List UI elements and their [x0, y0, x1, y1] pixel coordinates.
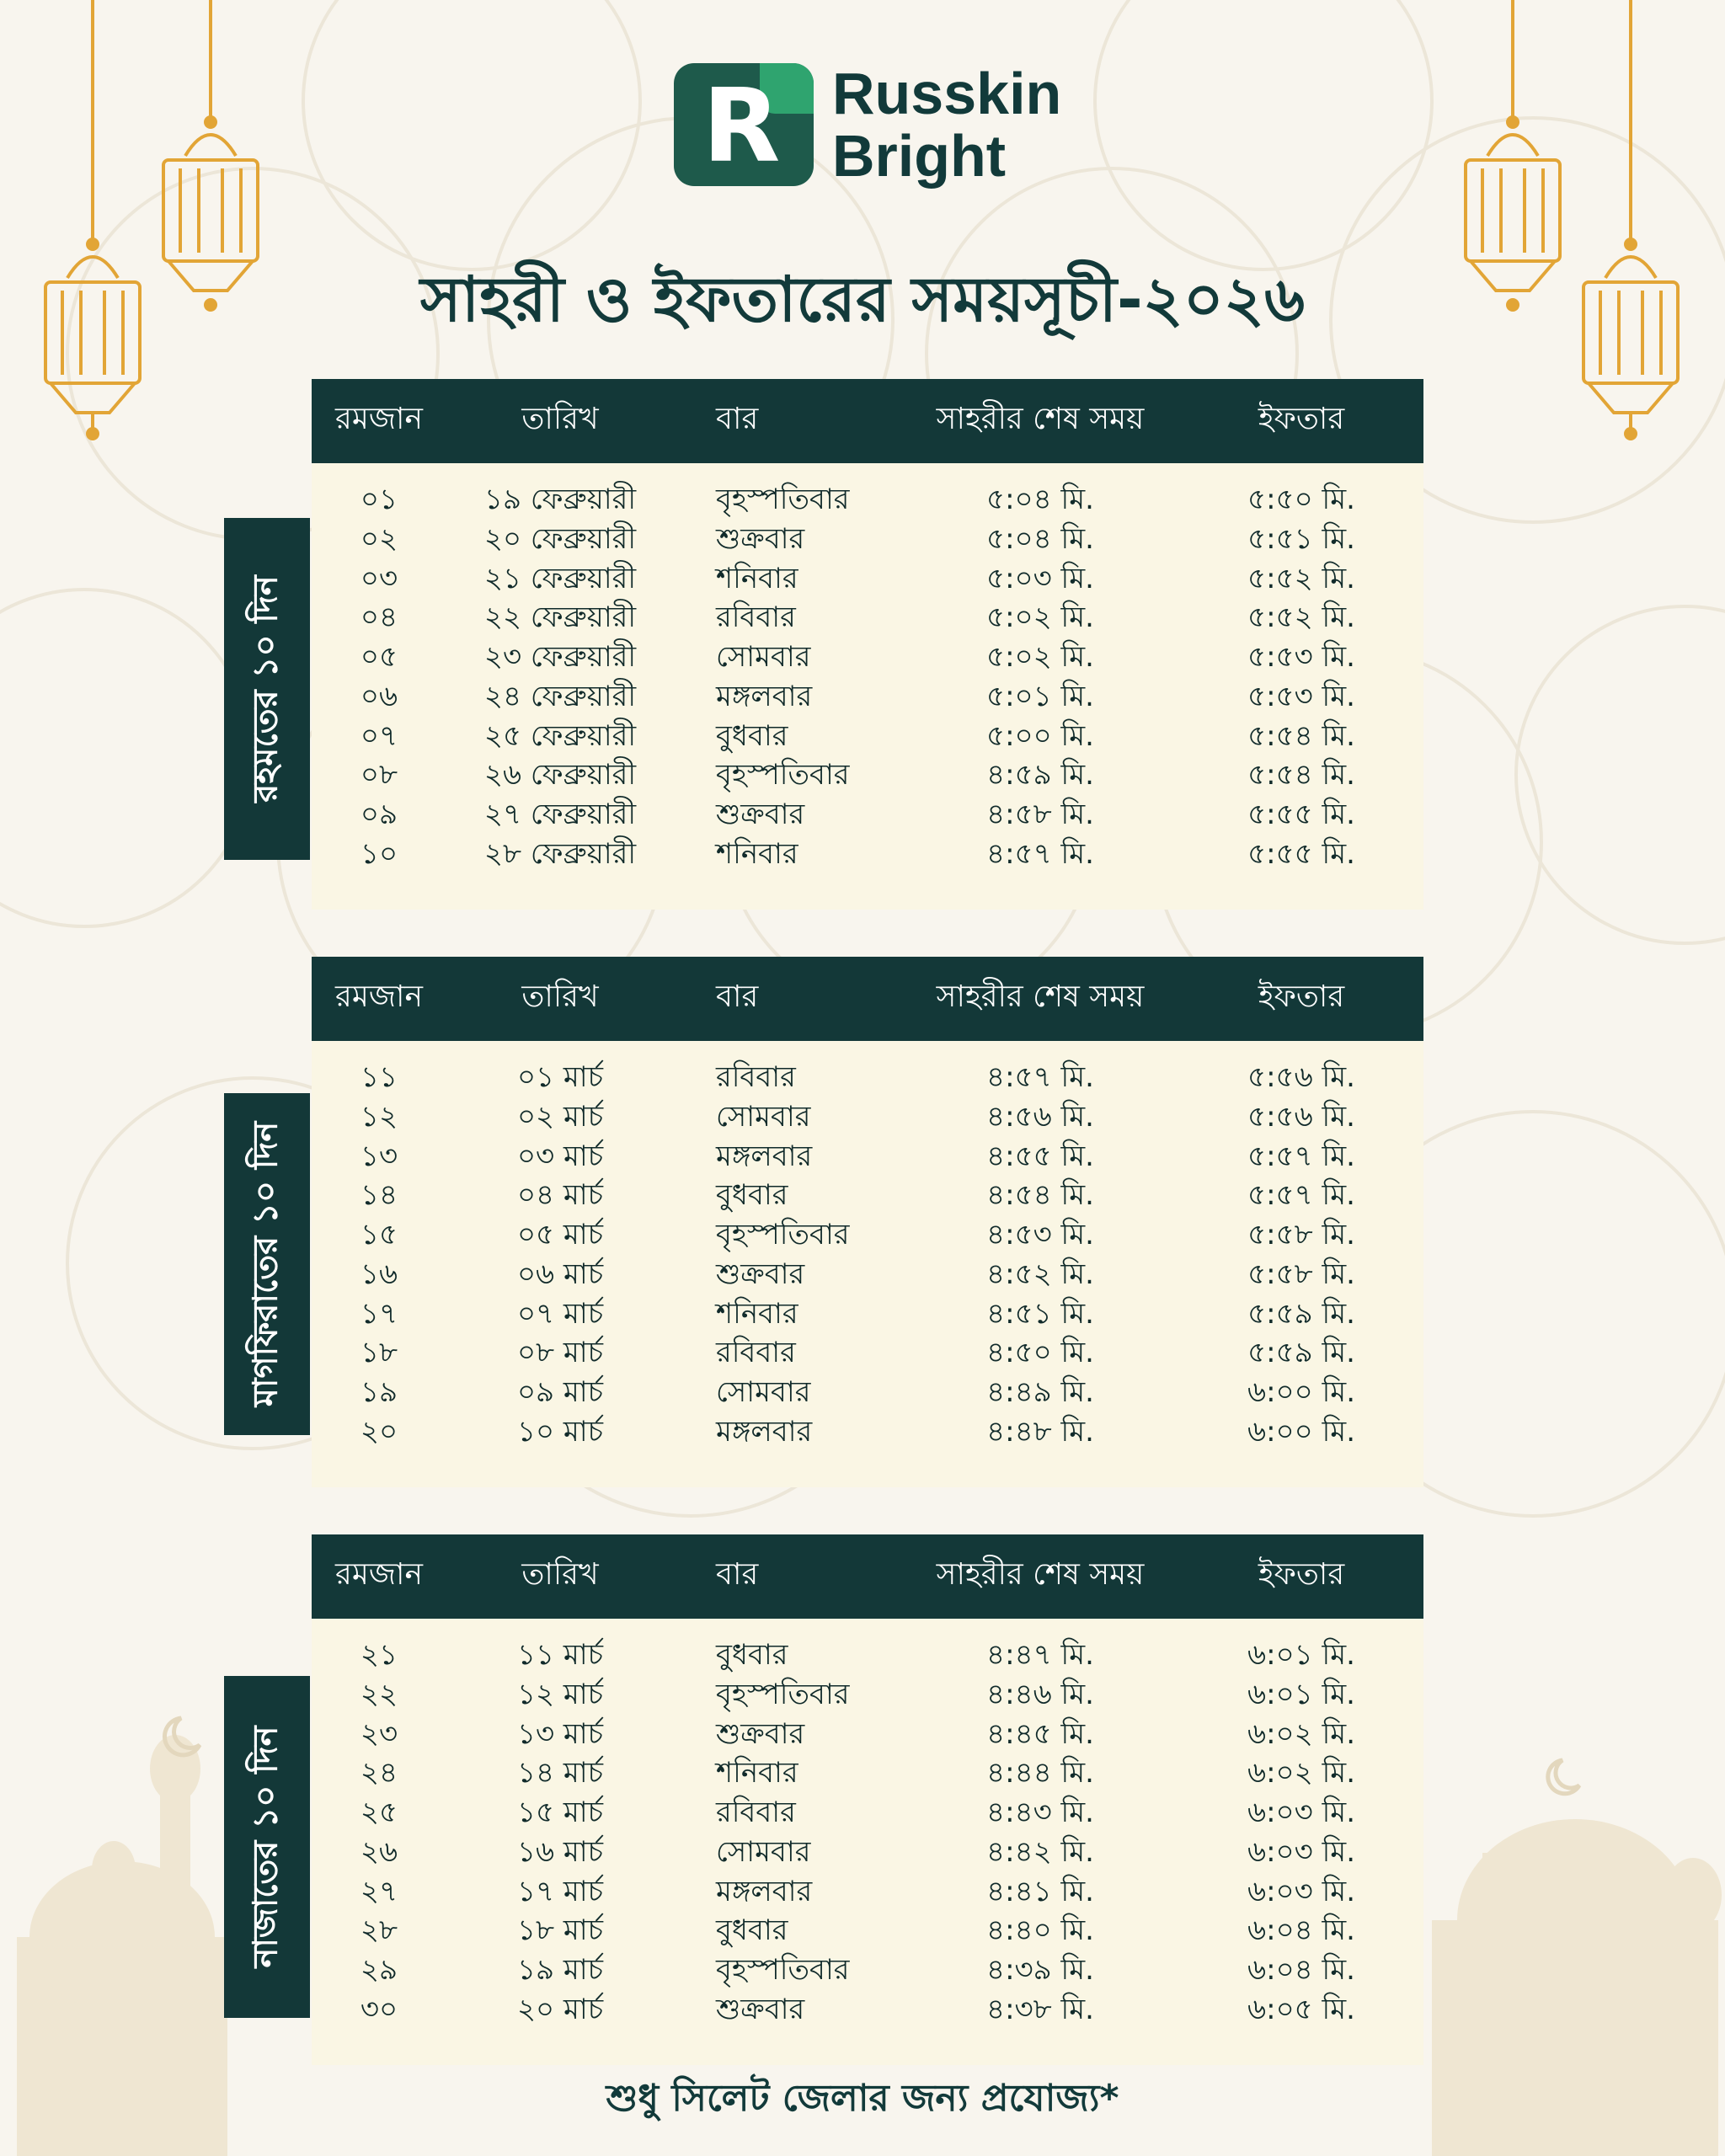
- table-row: ৩০ ২০ মার্চ শুক্রবার ৪:৩৮ মি. ৬:০৫ মি.: [360, 1993, 1355, 2027]
- table-row: ১২ ০২ মার্চ সোমবার ৪:৫৬ মি. ৫:৫৬ মি.: [360, 1099, 1355, 1134]
- schedule-table-3: [312, 1534, 1423, 2065]
- brand-name-line2: Bright: [832, 123, 1007, 189]
- lantern-right-front-icon: [1572, 0, 1690, 446]
- table-row: ২২ ১২ মার্চ বৃহস্পতিবার ৪:৪৬ মি. ৬:০১ মি.: [360, 1677, 1355, 1711]
- table-header: [312, 379, 1423, 463]
- table-header: [312, 1534, 1423, 1619]
- col-date-header: তারিখ: [521, 979, 599, 1014]
- col-day-header: বার: [716, 1557, 759, 1592]
- table-row: ২০ ১০ মার্চ মঙ্গলবার ৪:৪৮ মি. ৬:০০ মি.: [360, 1415, 1355, 1449]
- table-row: ২৪ ১৪ মার্চ শনিবার ৪:৪৪ মি. ৬:০২ মি.: [360, 1756, 1355, 1790]
- table-row: ০৯ ২৭ ফেব্রুয়ারী শুক্রবার ৪:৫৮ মি. ৫:৫৫ মি.: [360, 798, 1355, 832]
- table-row: ০৪ ২২ ফেব্রুয়ারী রবিবার ৫:০২ মি. ৫:৫২ মি.: [360, 600, 1355, 635]
- brand-logo-icon: R: [674, 63, 814, 186]
- col-day-header: বার: [716, 402, 759, 436]
- col-sehri-header: সাহরীর শেষ সময়: [936, 1557, 1145, 1592]
- table-row: ১৮ ০৮ মার্চ রবিবার ৪:৫০ মি. ৫:৫৯ মি.: [360, 1336, 1355, 1370]
- table-row: ২৫ ১৫ মার্চ রবিবার ৪:৪৩ মি. ৬:০৩ মি.: [360, 1796, 1355, 1830]
- table-row: ১৪ ০৪ মার্চ বুধবার ৪:৫৪ মি. ৫:৫৭ মি.: [360, 1178, 1355, 1213]
- section-label-2: মাগফিরাতের ১০ দিন: [224, 1093, 310, 1435]
- table-row: ২১ ১১ মার্চ বুধবার ৪:৪৭ মি. ৬:০১ মি.: [360, 1637, 1355, 1672]
- col-ramadan-header: রমজান: [335, 979, 423, 1014]
- page-title: সাহরী ও ইফতারের সময়সূচী-২০২৬: [419, 264, 1306, 336]
- table-row: ০৫ ২৩ ফেব্রুয়ারী সোমবার ৫:০২ মি. ৫:৫৩ মি.: [360, 640, 1355, 675]
- table-row: ০৬ ২৪ ফেব্রুয়ারী মঙ্গলবার ৫:০১ মি. ৫:৫৩ মি.: [360, 679, 1355, 713]
- col-ramadan-header: রমজান: [335, 1557, 423, 1592]
- table-row: ২৬ ১৬ মার্চ সোমবার ৪:৪২ মি. ৬:০৩ মি.: [360, 1834, 1355, 1869]
- col-ramadan-header: রমজান: [335, 402, 423, 436]
- col-day-header: বার: [716, 979, 759, 1014]
- table-row: ২৮ ১৮ মার্চ বুধবার ৪:৪০ মি. ৬:০৪ মি.: [360, 1913, 1355, 1948]
- col-iftar-header: ইফতার: [1258, 979, 1345, 1014]
- table-row: ১৬ ০৬ মার্চ শুক্রবার ৪:৫২ মি. ৫:৫৮ মি.: [360, 1257, 1355, 1291]
- footer-note: শুধু সিলেট জেলার জন্য প্রযোজ্য*: [606, 2077, 1119, 2120]
- brand-name-line1: Russkin: [832, 61, 1062, 126]
- table-row: ২৩ ১৩ মার্চ শুক্রবার ৪:৪৫ মি. ৬:০২ মি.: [360, 1716, 1355, 1751]
- col-sehri-header: সাহরীর শেষ সময়: [936, 979, 1145, 1014]
- table-row: ০৮ ২৬ ফেব্রুয়ারী বৃহস্পতিবার ৪:৫৯ মি. ৫:৫৪ মি.: [360, 758, 1355, 792]
- table-row: ২৭ ১৭ মার্চ মঙ্গলবার ৪:৪১ মি. ৬:০৩ মি.: [360, 1874, 1355, 1908]
- table-row: ২৯ ১৯ মার্চ বৃহস্পতিবার ৪:৩৯ মি. ৬:০৪ মি.: [360, 1953, 1355, 1988]
- table-body: [312, 463, 1423, 910]
- table-row: ১০ ২৮ ফেব্রুয়ারী শনিবার ৪:৫৭ মি. ৫:৫৫ মি.: [360, 837, 1355, 872]
- table-row: ১৩ ০৩ মার্চ মঙ্গলবার ৪:৫৫ মি. ৫:৫৭ মি.: [360, 1139, 1355, 1173]
- table-body: [312, 1619, 1423, 2065]
- table-row: ১৭ ০৭ মার্চ শনিবার ৪:৫১ মি. ৫:৫৯ মি.: [360, 1296, 1355, 1331]
- section-label-3: নাজাতের ১০ দিন: [224, 1676, 310, 2018]
- table-row: ১৫ ০৫ মার্চ বৃহস্পতিবার ৪:৫৩ মি. ৫:৫৮ মি.: [360, 1218, 1355, 1252]
- col-iftar-header: ইফতার: [1258, 402, 1345, 436]
- table-row: ০২ ২০ ফেব্রুয়ারী শুক্রবার ৫:০৪ মি. ৫:৫১ মি.: [360, 521, 1355, 556]
- lantern-left-front-icon: [34, 0, 152, 446]
- table-row: ১৯ ০৯ মার্চ সোমবার ৪:৪৯ মি. ৬:০০ মি.: [360, 1375, 1355, 1410]
- col-sehri-header: সাহরীর শেষ সময়: [936, 402, 1145, 436]
- col-date-header: তারিখ: [521, 402, 599, 436]
- section-label-1: রহমতের ১০ দিন: [224, 518, 310, 860]
- schedule-table-1: [312, 379, 1423, 910]
- table-body: [312, 1041, 1423, 1487]
- brand-name: [832, 62, 1061, 187]
- table-row: ০৩ ২১ ফেব্রুয়ারী শনিবার ৫:০৩ মি. ৫:৫২ মি.: [360, 561, 1355, 595]
- table-row: ০৭ ২৫ ফেব্রুয়ারী বুধবার ৫:০০ মি. ৫:৫৪ মি.: [360, 718, 1355, 753]
- brand-logo: [674, 62, 1061, 187]
- table-header: [312, 957, 1423, 1041]
- col-iftar-header: ইফতার: [1258, 1557, 1345, 1592]
- schedule-table-2: [312, 957, 1423, 1487]
- col-date-header: তারিখ: [521, 1557, 599, 1592]
- table-row: ০১ ১৯ ফেব্রুয়ারী বৃহস্পতিবার ৫:০৪ মি. ৫:৫০ মি.: [360, 482, 1355, 516]
- table-row: ১১ ০১ মার্চ রবিবার ৪:৫৭ মি. ৫:৫৬ মি.: [360, 1059, 1355, 1094]
